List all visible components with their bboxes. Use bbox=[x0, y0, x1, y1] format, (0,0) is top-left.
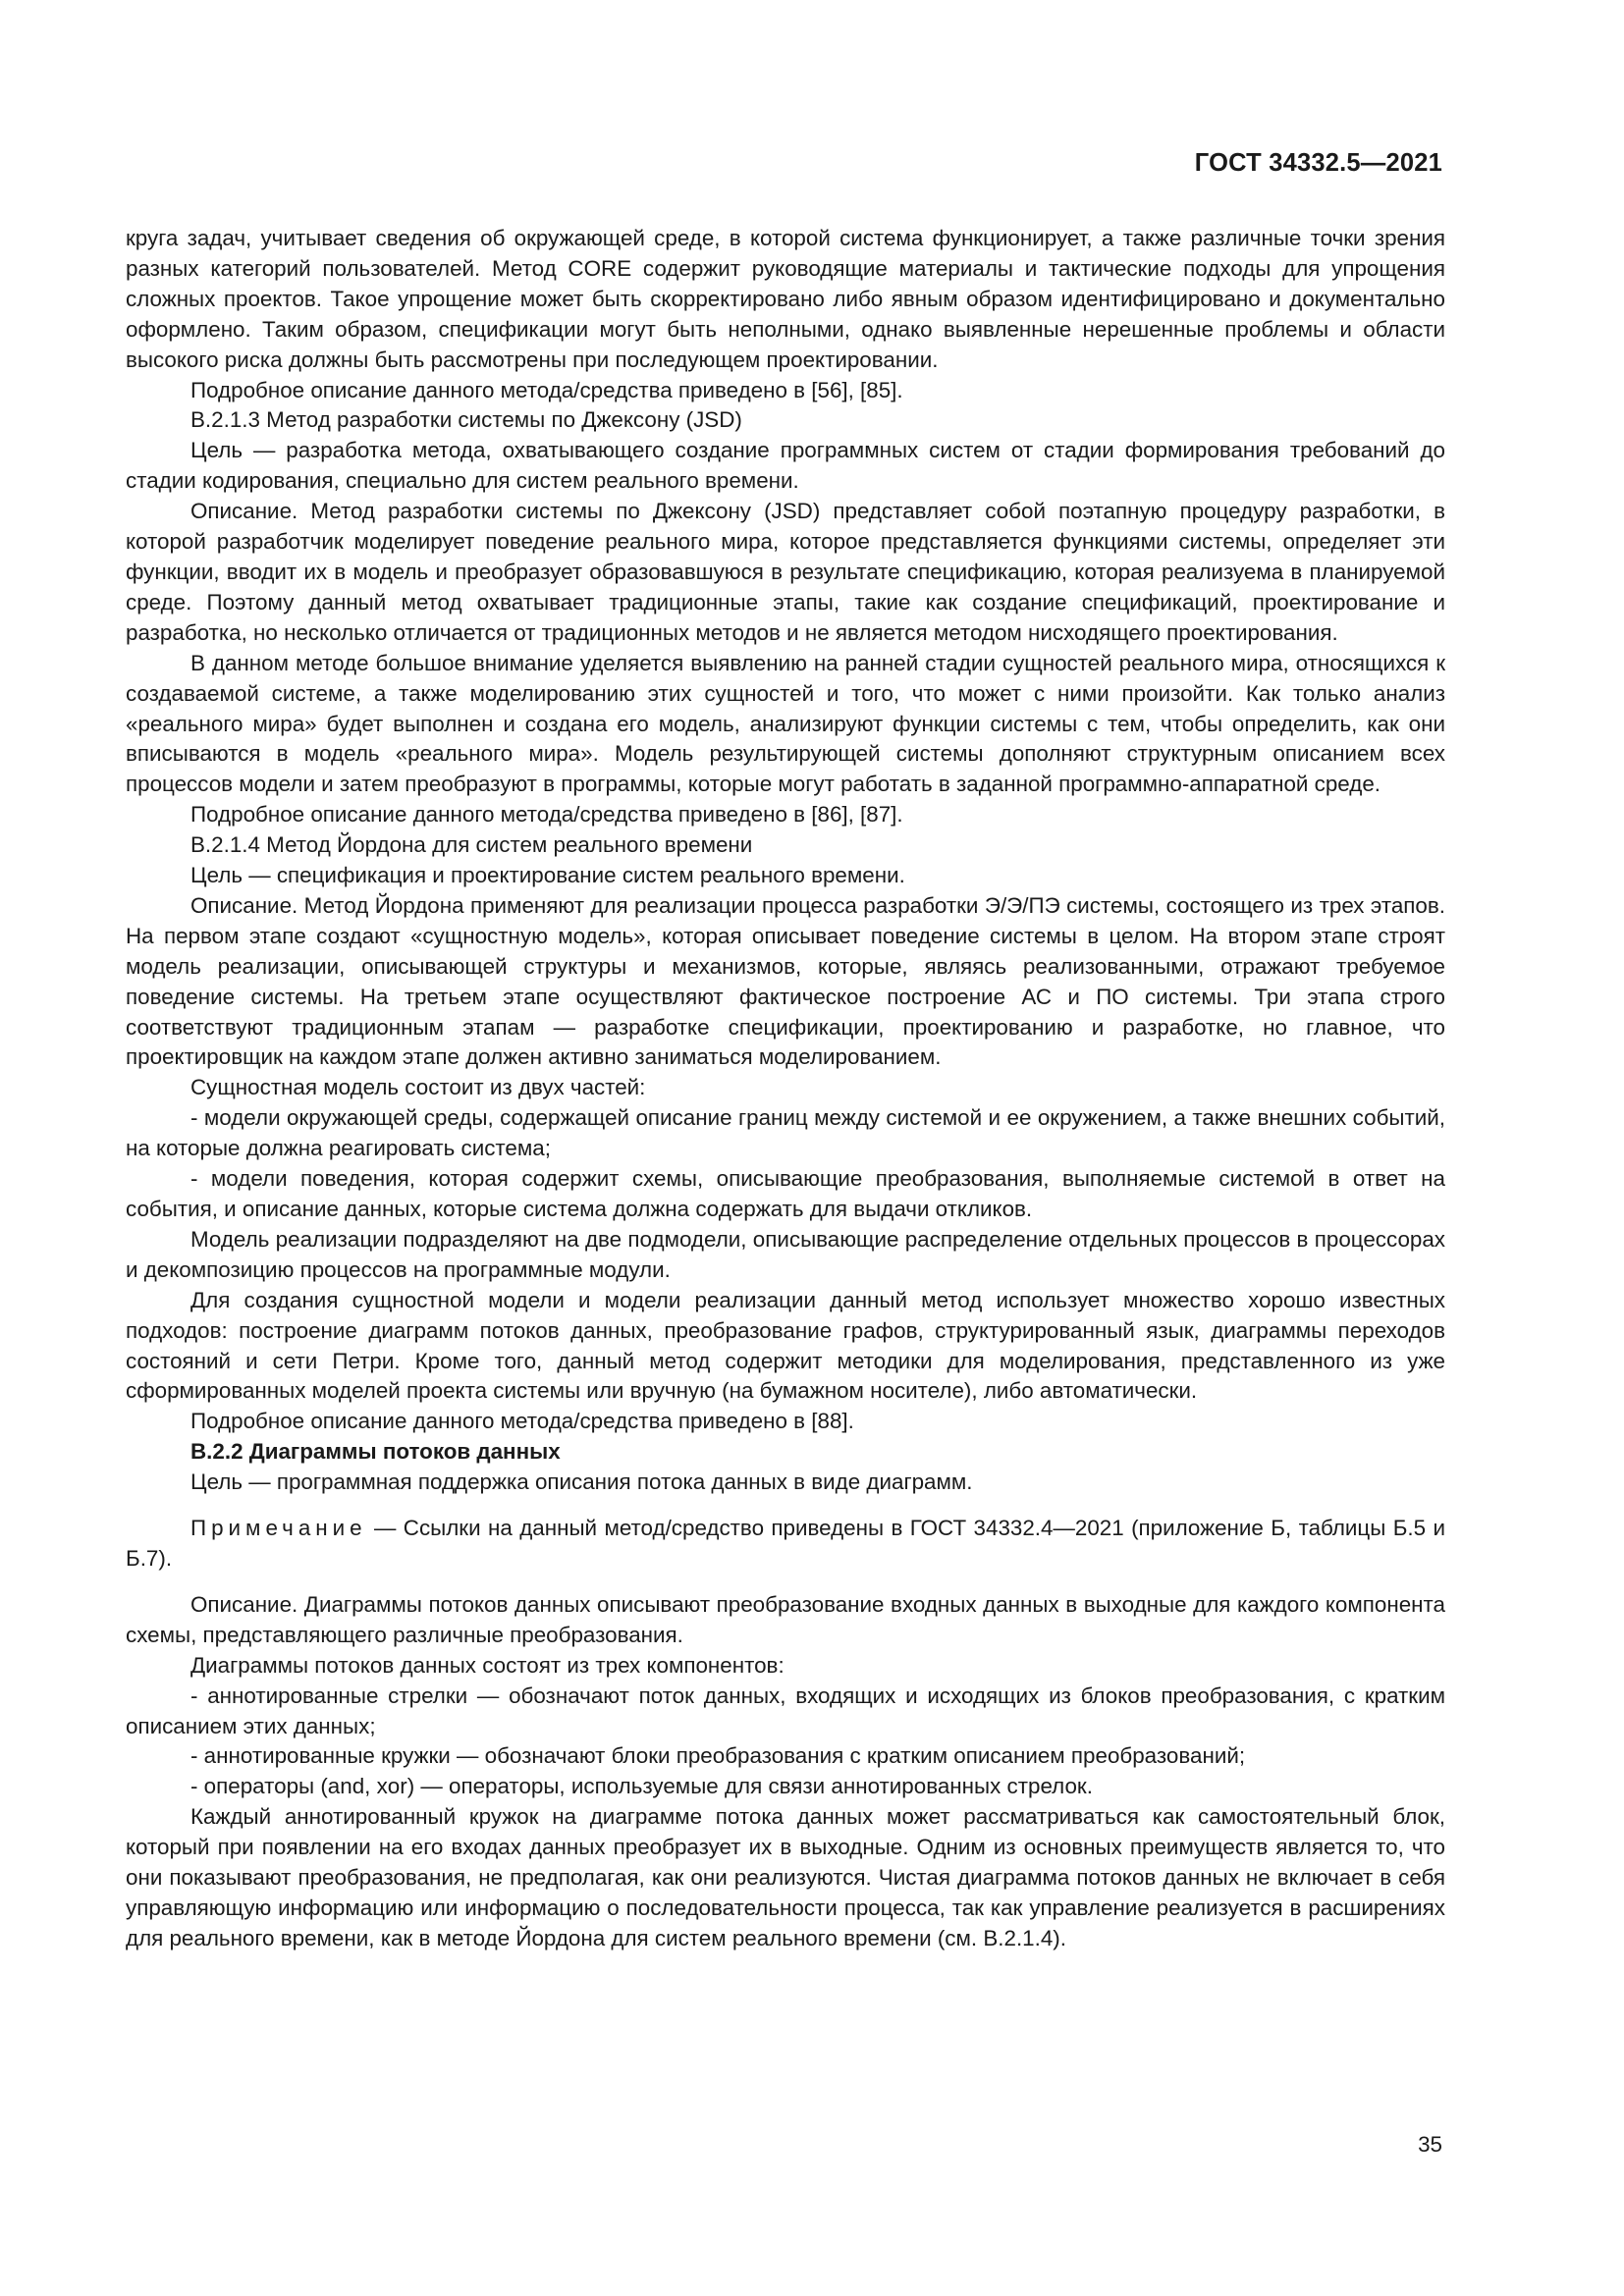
paragraph: Сущностная модель состоит из двух частей: bbox=[190, 1075, 646, 1100]
list-item: - операторы (and, xor) — операторы, используемые для связи аннотированных стрелок. bbox=[190, 1774, 1093, 1799]
standard-header: ГОСТ 34332.5—2021 bbox=[1194, 149, 1442, 177]
paragraph-description: Описание. Диаграммы потоков данных описывают преобразование входных данных в выходные для каждого компонента схемы, представляющего различные преобразования. bbox=[126, 1591, 1445, 1647]
paragraph: Каждый аннотированный кружок на диаграмме потока данных может рассматриваться как самостоятельный блок, который при появлении на его входах данных преобразует их в выходные. Одним из основных преимуществ является то, что они показывают преобразования, не предполагая, как они реализуются. Чистая диаграмма потоков данных не включает в себя управляющую информацию или информацию о последовательности процесса, так как управление реализуется в расширениях для реального времени, как в методе Йордона для систем реального времени (см. В.2.1.4). bbox=[126, 1804, 1445, 1950]
paragraph-goal: Цель — программная поддержка описания потока данных в виде диаграмм. bbox=[190, 1469, 973, 1495]
section-heading-b214: В.2.1.4 Метод Йордона для систем реального времени bbox=[190, 832, 753, 858]
note-label: Примечание bbox=[190, 1516, 367, 1541]
list-item: - модели поведения, которая содержит схемы, описывающие преобразования, выполняемые системой в ответ на события, и описание данных, которые система должна содержать для выдачи откликов. bbox=[126, 1166, 1445, 1221]
document-body bbox=[126, 224, 1445, 1954]
note-paragraph bbox=[126, 1514, 1445, 1575]
paragraph: Для создания сущностной модели и модели реализации данный метод использует множество хорошо известных подходов: построение диаграмм потоков данных, преобразование графов, структурированный язык, диаграммы переходов состояний и сети Петри. Кроме того, данный метод содержит методики для моделирования, представленного из уже сформированных моделей проекта системы или вручную (на бумажном носителе), либо автоматически. bbox=[126, 1287, 1445, 1404]
paragraph-description: Описание. Метод разработки системы по Джексону (JSD) представляет собой поэтапную процедуру разработки, в которой разработчик моделирует поведение реального мира, которое представляется функциями системы, определяет эти функции, вводит их в модель и преобразует образовавшуюся в результате спецификацию, которая реализуема в планируемой среде. Поэтому данный метод охватывает традиционные этапы, такие как создание спецификаций, проектирование и разработка, но несколько отличается от традиционных методов и не является методом нисходящего проектирования. bbox=[126, 499, 1445, 645]
list-item: - аннотированные кружки — обозначают блоки преобразования с кратким описанием преобразований; bbox=[190, 1743, 1246, 1769]
paragraph-reference: Подробное описание данного метода/средства приведено в [88]. bbox=[190, 1409, 854, 1434]
page-number: 35 bbox=[1418, 2132, 1442, 2157]
paragraph: В данном методе большое внимание уделяется выявлению на ранней стадии сущностей реального мира, относящихся к создаваемой системе, а также моделированию этих сущностей и того, что может с ними произойти. Как только анализ «реального мира» будет выполнен и создана его модель, анализируют функции системы с тем, чтобы определить, как они вписываются в модель «реального мира». Модель результирующей системы дополняют структурным описанием всех процессов модели и затем преобразуют в программы, которые могут работать в заданной программно-аппаратной среде. bbox=[126, 650, 1445, 797]
section-heading-b22: В.2.2 Диаграммы потоков данных bbox=[190, 1439, 561, 1465]
list-item: - модели окружающей среды, содержащей описание границ между системой и ее окружением, а также внешних событий, на которые должна реагировать система; bbox=[126, 1105, 1445, 1161]
paragraph-description: Описание. Метод Йордона применяют для реализации процесса разработки Э/Э/ПЭ системы, состоящего из трех этапов. На первом этапе создают «сущностную модель», которая описывает поведение системы в целом. На втором этапе строят модель реализации, описывающей структуры и механизмов, которые, являясь реализованными, отражают требуемое поведение системы. На третьем этапе осуществляют фактическое построение АС и ПО системы. Три этапа строго соответствуют традиционным этапам — разработке спецификации, проектированию и разработке, но главное, что проектировщик на каждом этапе должен активно заниматься моделированием. bbox=[126, 892, 1445, 1070]
section-heading-b213: В.2.1.3 Метод разработки системы по Джексону (JSD) bbox=[190, 407, 742, 433]
list-item: - аннотированные стрелки — обозначают поток данных, входящих и исходящих из блоков преобразования, с кратким описанием этих данных; bbox=[126, 1682, 1445, 1738]
note-text: — Ссылки на данный метод/средство приведены в ГОСТ 34332.4—2021 (приложение Б, таблицы Б.5 и Б.7). bbox=[126, 1516, 1445, 1571]
paragraph-goal: Цель — разработка метода, охватывающего создание программных систем от стадии формирования требований до стадии кодирования, специально для систем реального времени. bbox=[126, 438, 1445, 494]
paragraph-reference: Подробное описание данного метода/средства приведено в [56], [85]. bbox=[190, 377, 903, 402]
paragraph-continuation: круга задач, учитывает сведения об окружающей среде, в которой система функционирует, а также различные точки зрения разных категорий пользователей. Метод CORE содержит руководящие материалы и тактические подходы для упрощения сложных проектов. Такое упрощение может быть скорректировано либо явным образом идентифицировано и документально оформлено. Таким образом, спецификации могут быть неполными, однако выявленные нерешенные проблемы и области высокого риска должны быть рассмотрены при последующем проектировании. bbox=[126, 226, 1445, 372]
paragraph-reference: Подробное описание данного метода/средства приведено в [86], [87]. bbox=[190, 802, 903, 828]
paragraph-goal: Цель — спецификация и проектирование систем реального времени. bbox=[190, 863, 905, 888]
paragraph: Диаграммы потоков данных состоят из трех компонентов: bbox=[190, 1652, 785, 1678]
paragraph: Модель реализации подразделяют на две подмодели, описывающие распределение отдельных процессов в процессорах и декомпозицию процессов на программные модули. bbox=[126, 1226, 1445, 1282]
